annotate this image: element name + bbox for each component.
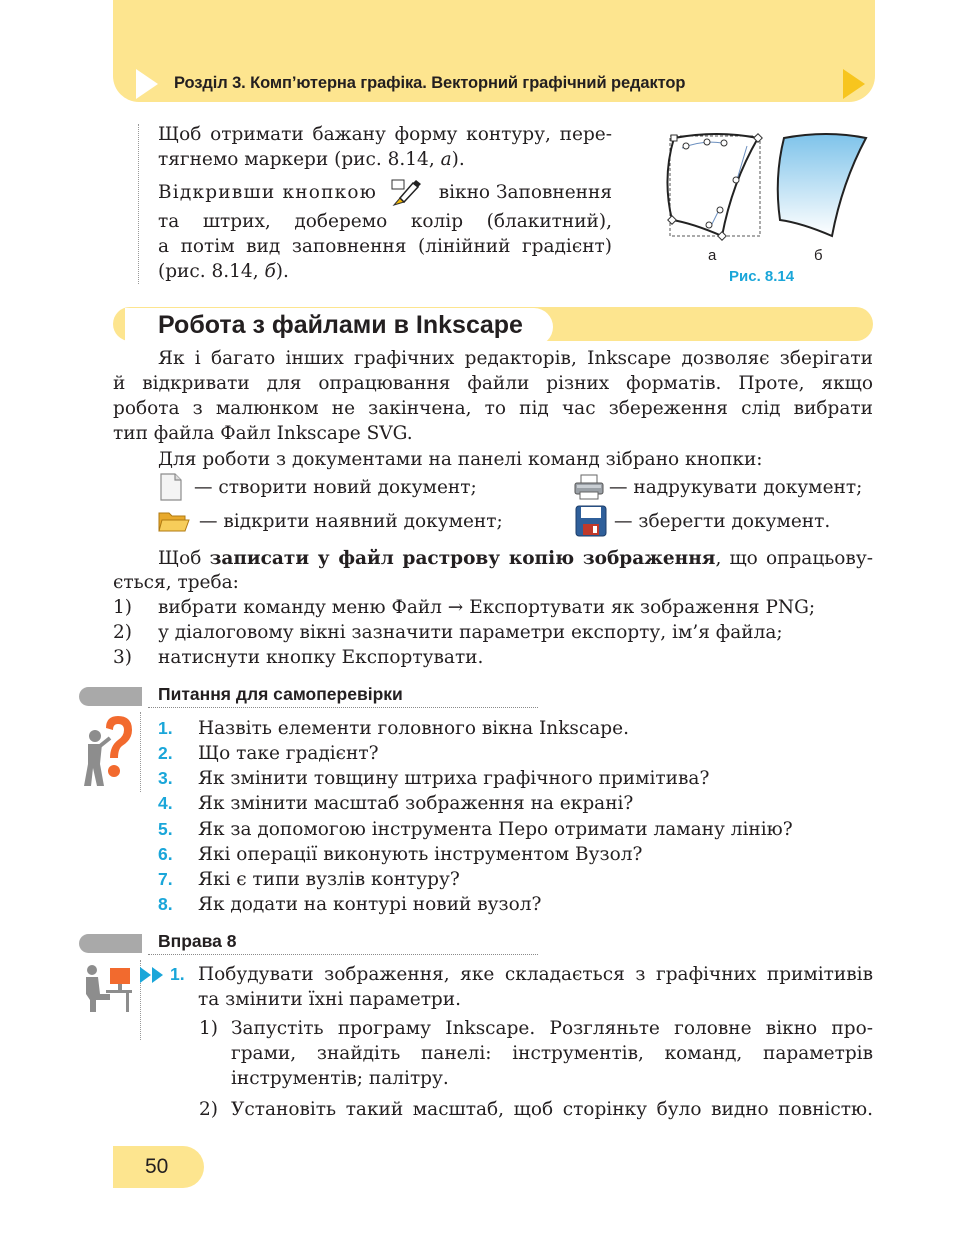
intro-line: а потім вид заповнення (лінійний градієнт) xyxy=(158,236,612,257)
double-arrow-icon xyxy=(140,966,166,984)
play-arrow-icon xyxy=(843,69,865,99)
question-person-icon xyxy=(80,714,136,788)
step-number: 2) xyxy=(113,622,132,643)
subtask-line: Установіть такий масштаб, щоб сторінку було видно повністю. xyxy=(231,1099,873,1120)
step-text: натиснути кнопку Експортувати. xyxy=(158,647,484,668)
step-text: у діалоговому вікні зазначити параметри експорту, ім’я файла; xyxy=(158,622,783,643)
intro-line: Щоб отримати бажану форму контуру, пере- xyxy=(158,124,612,145)
task-line: Побудувати зображення, яке складається з графічних примітивів xyxy=(198,964,873,985)
new-document-icon xyxy=(159,473,183,501)
heading-dots xyxy=(148,707,538,708)
button-desc-save: — зберегти документ. xyxy=(614,511,831,532)
intro-line: (рис. 8.14, б). xyxy=(158,261,289,282)
chapter-title: Розділ 3. Комп’ютерна графіка. Векторний графічний редактор xyxy=(174,74,686,92)
figure-label-a: а xyxy=(708,247,717,264)
computer-user-icon xyxy=(82,964,134,1014)
figure-8-14 xyxy=(662,128,872,246)
fill-stroke-icon xyxy=(391,178,423,208)
subtask-number: 1) xyxy=(199,1018,218,1039)
intro-line: та штрих, доберемо колір (блакитний), xyxy=(158,211,612,232)
heading-dots xyxy=(148,954,538,955)
heading-gray-bar xyxy=(79,687,142,706)
intro-line: Відкривши кнопкою xyxy=(158,182,378,203)
figure-caption: Рис. 8.14 xyxy=(729,268,795,285)
button-desc-open: — відкрити наявний документ; xyxy=(199,511,503,532)
subtask-line: Запустіть програму Inkscape. Розгляньте головне вікно про- xyxy=(231,1018,873,1039)
subtask-line: грами, знайдіть панелі: інструментів, команд, параметрів xyxy=(231,1043,873,1064)
intro-line: тягнемо маркери (рис. 8.14, а). xyxy=(158,149,465,170)
task-number: 1. xyxy=(170,964,185,984)
subtask-line: інструментів; палітру. xyxy=(231,1068,449,1089)
paragraph-line: Щоб записати у файл растрову копію зображення, що опрацьову- xyxy=(158,548,873,569)
margin-rule xyxy=(140,712,142,792)
exercise-heading: Вправа 8 xyxy=(158,931,237,951)
paragraph-line: Для роботи з документами на панелі команд зібрано кнопки: xyxy=(158,449,763,470)
button-desc-print: — надрукувати документ; xyxy=(609,477,863,498)
figure-label-b: б xyxy=(814,247,823,264)
save-icon xyxy=(575,505,607,537)
step-number: 1) xyxy=(113,597,132,618)
paragraph-line: Як і багато інших графічних редакторів, Inkscape дозволяє зберігати xyxy=(158,348,873,369)
open-folder-icon xyxy=(158,509,190,533)
button-desc-new: — створити новий документ; xyxy=(194,477,477,498)
paragraph-line: робота з малюнком не закінчена, то під час збереження слід вибрати xyxy=(113,398,873,419)
heading-gray-bar xyxy=(79,934,142,953)
paragraph-line: й відкривати для опрацювання файли різних форматів. Проте, якщо xyxy=(113,373,873,394)
task-line: та змінити їхні параметри. xyxy=(198,989,461,1010)
section-title: Робота з файлами в Inkscape xyxy=(158,311,523,339)
paragraph-line: ється, треба: xyxy=(113,572,239,593)
print-icon xyxy=(574,473,604,501)
paragraph-line: тип файла Файл Inkscape SVG. xyxy=(113,423,413,444)
step-number: 3) xyxy=(113,647,132,668)
play-arrow-icon xyxy=(136,69,158,99)
step-text: вибрати команду меню Файл → Експортувати як зображення PNG; xyxy=(158,597,816,618)
margin-rule xyxy=(138,124,140,284)
subtask-number: 2) xyxy=(199,1099,218,1120)
questions-heading: Питання для самоперевірки xyxy=(158,684,403,704)
page-number: 50 xyxy=(145,1155,169,1178)
intro-line: вікно Заповнення xyxy=(438,182,612,203)
